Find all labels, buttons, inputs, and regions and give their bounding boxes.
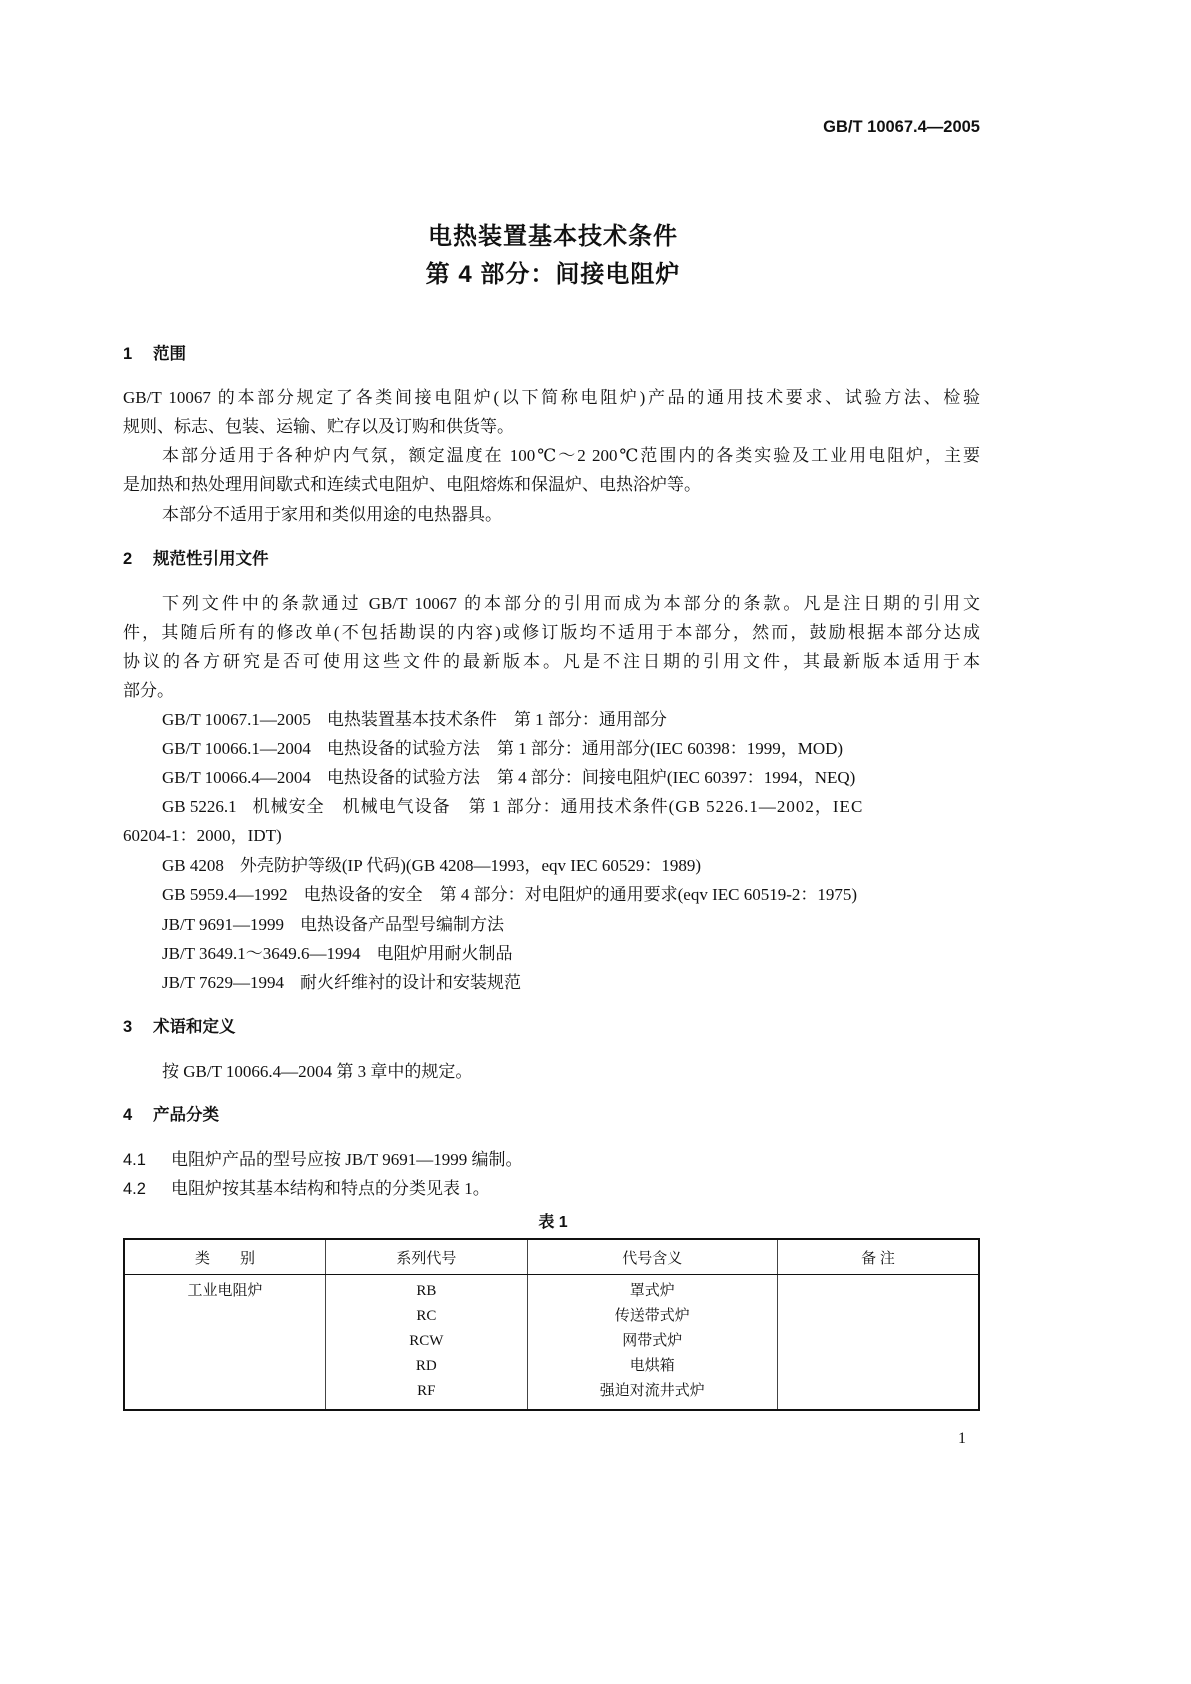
- clause-text: 电阻炉产品的型号应按 JB/T 9691—1999 编制。: [171, 1150, 523, 1169]
- document-title: 电热装置基本技术条件: [428, 223, 678, 250]
- reference-code: GB/T 10066.1—2004: [162, 739, 311, 758]
- header-remarks: 备 注: [777, 1239, 979, 1275]
- reference-title: 电热设备的试验方法 第 4 部分：间接电阻炉(IEC 60397：1994，NEQ): [326, 768, 856, 787]
- reference-item: [162, 796, 980, 818]
- remarks-cell: [777, 1275, 979, 1411]
- reference-code: GB 5226.1: [162, 797, 237, 816]
- standard-number: GB/T 10067.4—2005: [823, 118, 980, 136]
- reference-code: GB 5959.4—1992: [162, 885, 288, 904]
- reference-title: 电热设备产品型号编制方法: [300, 915, 505, 934]
- code-value: RD: [415, 1358, 437, 1374]
- clause-number: 4.2: [123, 1180, 146, 1198]
- paragraph-line: 规则、标志、包装、运输、贮存以及订购和供货等。: [123, 417, 514, 436]
- table-caption: 表 1: [538, 1214, 568, 1231]
- category-value: 工业电阻炉: [187, 1283, 263, 1299]
- header-category: 类 别: [124, 1239, 326, 1275]
- meaning-value: 网带式炉: [622, 1333, 683, 1349]
- meaning-value: 电烘箱: [629, 1358, 675, 1374]
- paragraph-line: 件，其随后所有的修改单(不包括勘误的内容)或修订版均不适用于本部分，然而，鼓励根据本部分达成: [123, 623, 980, 642]
- paragraph-line: 是加热和热处理用间歇式和连续式电阻炉、电阻熔炼和保温炉、电热浴炉等。: [123, 475, 701, 494]
- clause-4-2: [123, 1178, 980, 1200]
- section-title: 规范性引用文件: [153, 550, 269, 568]
- category-cell: [124, 1275, 326, 1411]
- paragraph-line: 部分。: [123, 681, 174, 700]
- section-title: 范围: [153, 345, 186, 363]
- reference-title: 机械安全 机械电气设备 第 1 部分：通用技术条件(GB 5226.1—2002，IEC: [252, 797, 864, 816]
- paragraph-line: 协议的各方研究是否可使用这些文件的最新版本。凡是不注日期的引用文件，其最新版本适用于本: [123, 652, 980, 671]
- codes-cell: [326, 1275, 528, 1411]
- code-value: RB: [416, 1283, 437, 1299]
- reference-code: JB/T 9691—1999: [162, 915, 285, 934]
- reference-item: [162, 709, 980, 731]
- document-subtitle: 第 4 部分：间接电阻炉: [425, 261, 681, 288]
- section-number: 1: [123, 345, 133, 363]
- section-1-heading: [123, 343, 980, 365]
- reference-code: GB 4208: [162, 856, 224, 875]
- code-value: RCW: [409, 1333, 444, 1349]
- reference-item: [162, 943, 980, 965]
- section-2-heading: [123, 548, 980, 570]
- section-number: 2: [123, 550, 133, 568]
- reference-title: 耐火纤维衬的设计和安装规范: [300, 973, 522, 992]
- paragraph-line: 本部分不适用于家用和类似用途的电热器具。: [162, 505, 502, 524]
- table-row: [124, 1275, 979, 1411]
- clause-4-1: [123, 1149, 980, 1171]
- reference-continuation: 60204-1：2000，IDT): [123, 826, 282, 845]
- table-header-row: [124, 1239, 979, 1275]
- meaning-value: 传送带式炉: [614, 1308, 690, 1324]
- section-number: 4: [123, 1106, 133, 1124]
- paragraph-line: 下列文件中的条款通过 GB/T 10067 的本部分的引用而成为本部分的条款。凡是注日期的引用文: [162, 594, 980, 613]
- paragraph-line: 本部分适用于各种炉内气氛，额定温度在 100℃～2 200℃范围内的各类实验及工业用电阻炉，主要: [162, 446, 980, 465]
- reference-code: JB/T 3649.1～3649.6—1994: [162, 944, 361, 963]
- paragraph-line: 按 GB/T 10066.4—2004 第 3 章中的规定。: [162, 1062, 473, 1081]
- section-title: 术语和定义: [153, 1018, 236, 1036]
- section-number: 3: [123, 1018, 133, 1036]
- paragraph-line: GB/T 10067 的本部分规定了各类间接电阻炉(以下简称电阻炉)产品的通用技术要求、试验方法、检验: [123, 388, 980, 407]
- header-code-meaning: 代号含义: [527, 1239, 777, 1275]
- reference-title: 电热设备的安全 第 4 部分：对电阻炉的通用要求(eqv IEC 60519-2：1975): [303, 885, 858, 904]
- reference-item: [162, 855, 980, 877]
- code-value: RF: [417, 1383, 436, 1399]
- section-title: 产品分类: [153, 1106, 219, 1124]
- meanings-cell: [527, 1275, 777, 1411]
- reference-title: 电热装置基本技术条件 第 1 部分：通用部分: [326, 710, 667, 729]
- reference-item: [162, 767, 980, 789]
- reference-item: [162, 914, 980, 936]
- reference-code: GB/T 10066.4—2004: [162, 768, 311, 787]
- reference-item: [162, 884, 980, 906]
- meaning-value: 罩式炉: [629, 1283, 675, 1299]
- section-4-heading: [123, 1104, 980, 1126]
- header-series-code: 系列代号: [326, 1239, 528, 1275]
- clause-number: 4.1: [123, 1151, 146, 1169]
- section-3-heading: [123, 1016, 980, 1038]
- clause-text: 电阻炉按其基本结构和特点的分类见表 1。: [171, 1179, 490, 1198]
- reference-title: 外壳防护等级(IP 代码)(GB 4208—1993，eqv IEC 60529：1989): [239, 856, 702, 875]
- classification-table: [123, 1238, 980, 1411]
- reference-title: 电阻炉用耐火制品: [376, 944, 513, 963]
- reference-code: JB/T 7629—1994: [162, 973, 285, 992]
- reference-code: GB/T 10067.1—2005: [162, 710, 311, 729]
- reference-item: [162, 972, 980, 994]
- code-value: RC: [416, 1308, 437, 1324]
- reference-item: [162, 738, 980, 760]
- meaning-value: 强迫对流井式炉: [599, 1383, 705, 1399]
- reference-title: 电热设备的试验方法 第 1 部分：通用部分(IEC 60398：1999，MOD): [326, 739, 844, 758]
- page-number: 1: [958, 1430, 966, 1447]
